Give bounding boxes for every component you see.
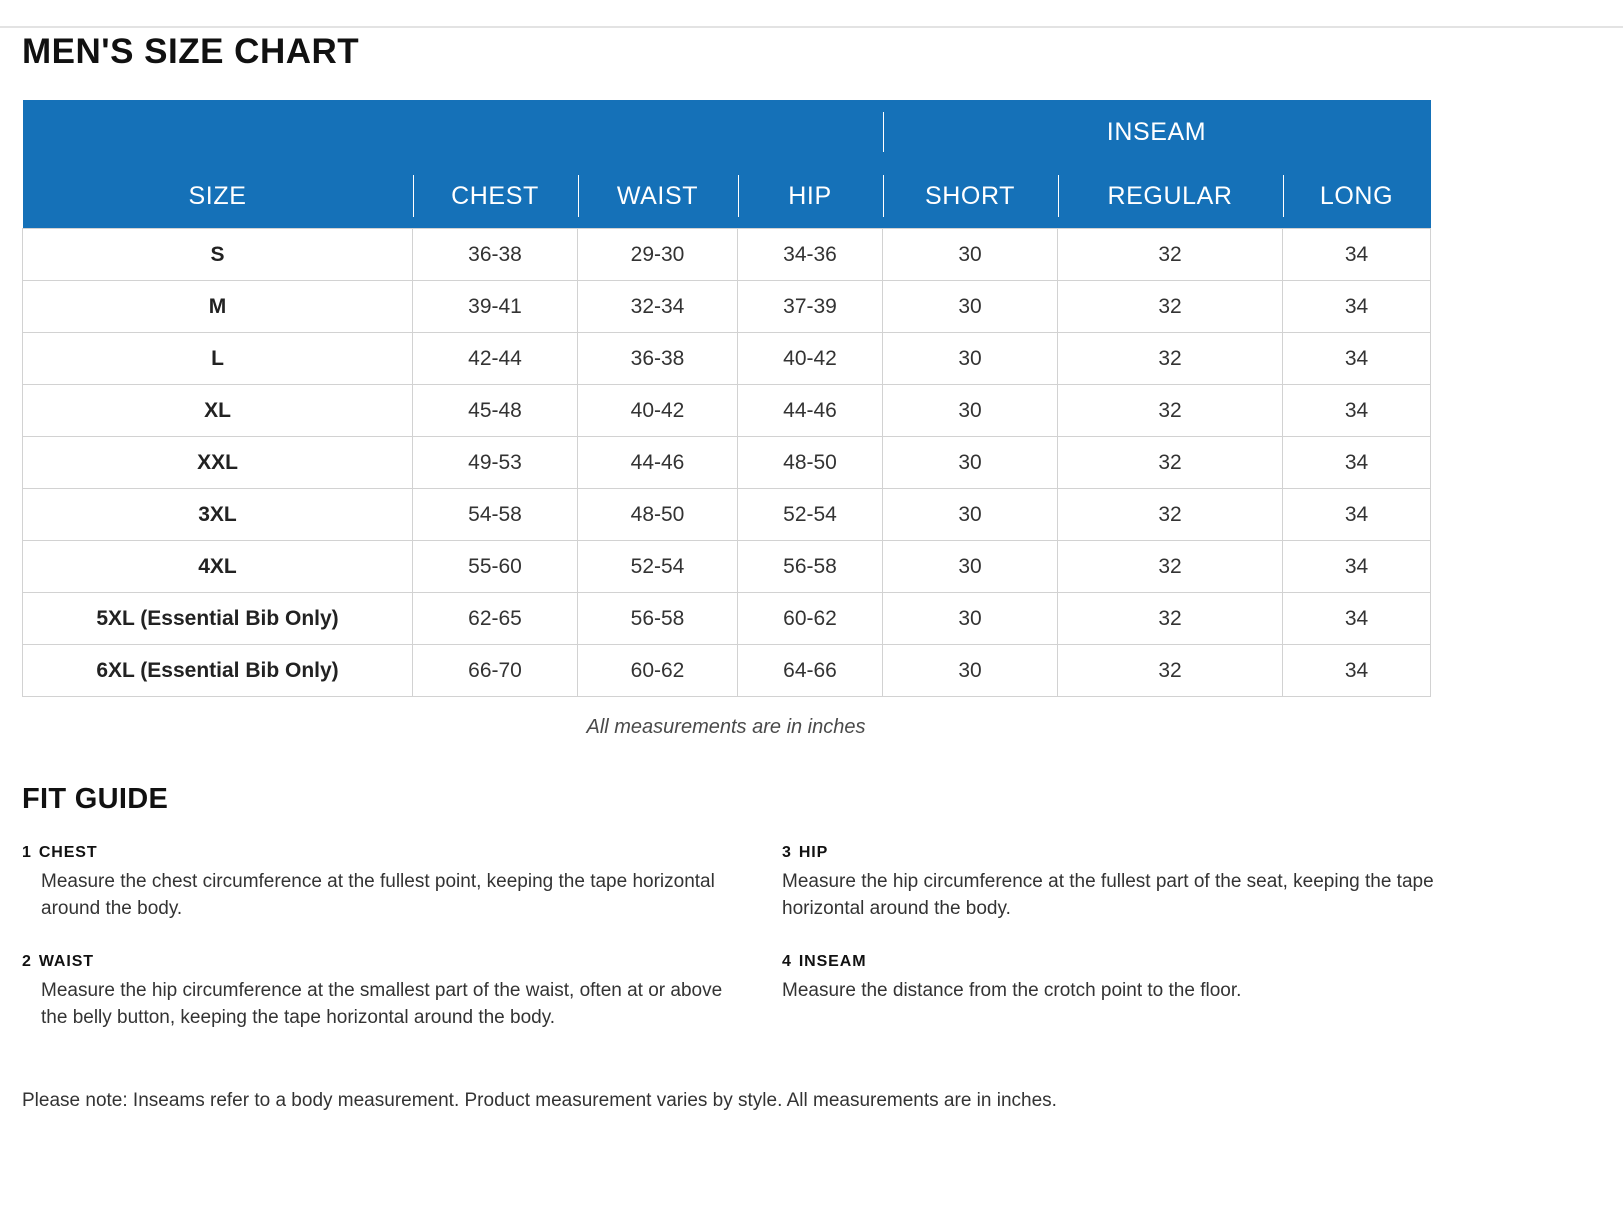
table-body [23, 229, 1431, 697]
fit-guide-text: Measure the chest circumference at the fullest point, keeping the tape horizontal around the body. [41, 871, 715, 919]
cell-waist: 60-62 [578, 645, 738, 697]
top-divider [0, 26, 1623, 28]
fit-guide-item-waist [22, 953, 782, 1032]
cell-chest: 54-58 [413, 489, 578, 541]
table-row [23, 593, 1431, 645]
cell-long: 34 [1283, 645, 1431, 697]
cell-waist: 52-54 [578, 541, 738, 593]
cell-chest: 49-53 [413, 437, 578, 489]
table-row [23, 489, 1431, 541]
cell-waist: 32-34 [578, 281, 738, 333]
cell-waist: 56-58 [578, 593, 738, 645]
table-row [23, 385, 1431, 437]
cell-hip: 56-58 [738, 541, 883, 593]
cell-chest: 36-38 [413, 229, 578, 281]
cell-waist: 29-30 [578, 229, 738, 281]
cell-long: 34 [1283, 229, 1431, 281]
cell-chest: 66-70 [413, 645, 578, 697]
table-row [23, 333, 1431, 385]
table-header [23, 100, 1431, 229]
cell-hip: 37-39 [738, 281, 883, 333]
cell-waist: 36-38 [578, 333, 738, 385]
cell-size: XL [23, 385, 413, 437]
cell-short: 30 [883, 281, 1058, 333]
cell-long: 34 [1283, 281, 1431, 333]
cell-chest: 62-65 [413, 593, 578, 645]
fit-guide-item-chest [22, 844, 782, 923]
table-column-header-row [23, 164, 1431, 229]
cell-regular: 32 [1058, 281, 1283, 333]
cell-size: 5XL (Essential Bib Only) [23, 593, 413, 645]
cell-waist: 44-46 [578, 437, 738, 489]
cell-short: 30 [883, 645, 1058, 697]
cell-waist: 48-50 [578, 489, 738, 541]
cell-size: 6XL (Essential Bib Only) [23, 645, 413, 697]
fit-guide-number: 3 [782, 844, 792, 861]
cell-regular: 32 [1058, 593, 1283, 645]
cell-short: 30 [883, 385, 1058, 437]
cell-size: XXL [23, 437, 413, 489]
cell-long: 34 [1283, 541, 1431, 593]
fit-guide-title: FIT GUIDE [22, 783, 169, 815]
table-row [23, 645, 1431, 697]
table-group-header-row [23, 100, 1431, 164]
cell-short: 30 [883, 489, 1058, 541]
fit-guide-number: 2 [22, 952, 32, 970]
cell-size: M [23, 281, 413, 333]
fit-guide-label: HIP [798, 844, 829, 861]
cell-size: L [23, 333, 413, 385]
cell-hip: 48-50 [738, 437, 883, 489]
cell-short: 30 [883, 333, 1058, 385]
table-row [23, 437, 1431, 489]
fit-guide-heading [782, 844, 1502, 862]
cell-regular: 32 [1058, 645, 1283, 697]
cell-size: 4XL [23, 541, 413, 593]
column-header-regular: REGULAR [1058, 164, 1283, 229]
cell-chest: 42-44 [413, 333, 578, 385]
cell-chest: 55-60 [413, 541, 578, 593]
footer-note: Please note: Inseams refer to a body measurement. Product measurement varies by style. All measurements are in inches. [22, 1089, 1057, 1111]
cell-hip: 52-54 [738, 489, 883, 541]
cell-waist: 40-42 [578, 385, 738, 437]
fit-guide-label: WAIST [38, 952, 94, 970]
page-title: MEN'S SIZE CHART [22, 32, 360, 71]
cell-hip: 44-46 [738, 385, 883, 437]
group-header-blank [23, 100, 883, 164]
fit-guide-number: 4 [782, 952, 792, 970]
cell-hip: 60-62 [738, 593, 883, 645]
column-header-chest: CHEST [413, 164, 578, 229]
table-row [23, 229, 1431, 281]
cell-hip: 34-36 [738, 229, 883, 281]
cell-short: 30 [883, 437, 1058, 489]
cell-short: 30 [883, 229, 1058, 281]
fit-guide-label: CHEST [38, 844, 98, 861]
cell-long: 34 [1283, 489, 1431, 541]
fit-guide-grid [22, 844, 1542, 1032]
cell-short: 30 [883, 541, 1058, 593]
column-header-waist: WAIST [578, 164, 738, 229]
cell-long: 34 [1283, 333, 1431, 385]
cell-long: 34 [1283, 437, 1431, 489]
fit-guide-heading [782, 953, 1502, 971]
cell-chest: 39-41 [413, 281, 578, 333]
fit-guide-text: Measure the hip circumference at the fullest part of the seat, keeping the tape horizontal around the body. [782, 871, 1434, 919]
fit-guide-item-inseam [782, 953, 1542, 1032]
cell-regular: 32 [1058, 437, 1283, 489]
fit-guide-text: Measure the hip circumference at the smallest part of the waist, often at or above the belly button, keeping the tape horizontal around the body. [41, 979, 723, 1028]
cell-chest: 45-48 [413, 385, 578, 437]
cell-regular: 32 [1058, 541, 1283, 593]
column-header-short: SHORT [883, 164, 1058, 229]
column-header-hip: HIP [738, 164, 883, 229]
table-row [23, 541, 1431, 593]
cell-regular: 32 [1058, 489, 1283, 541]
fit-guide-number: 1 [22, 844, 32, 861]
column-header-long: LONG [1283, 164, 1431, 229]
fit-guide-text: Measure the distance from the crotch point to the floor. [782, 979, 1242, 1001]
cell-regular: 32 [1058, 385, 1283, 437]
cell-long: 34 [1283, 385, 1431, 437]
cell-long: 34 [1283, 593, 1431, 645]
table-caption: All measurements are in inches [586, 716, 866, 738]
cell-size: S [23, 229, 413, 281]
fit-guide-item-hip [782, 844, 1542, 923]
cell-short: 30 [883, 593, 1058, 645]
fit-guide-heading [22, 953, 742, 971]
fit-guide-label: INSEAM [798, 952, 867, 970]
cell-hip: 64-66 [738, 645, 883, 697]
fit-guide-heading [22, 844, 742, 862]
table-row [23, 281, 1431, 333]
cell-size: 3XL [23, 489, 413, 541]
size-chart-page [0, 26, 1623, 1228]
column-header-size: SIZE [23, 164, 413, 229]
cell-hip: 40-42 [738, 333, 883, 385]
group-header-inseam: INSEAM [883, 100, 1431, 164]
cell-regular: 32 [1058, 229, 1283, 281]
size-chart-table [22, 100, 1431, 697]
cell-regular: 32 [1058, 333, 1283, 385]
